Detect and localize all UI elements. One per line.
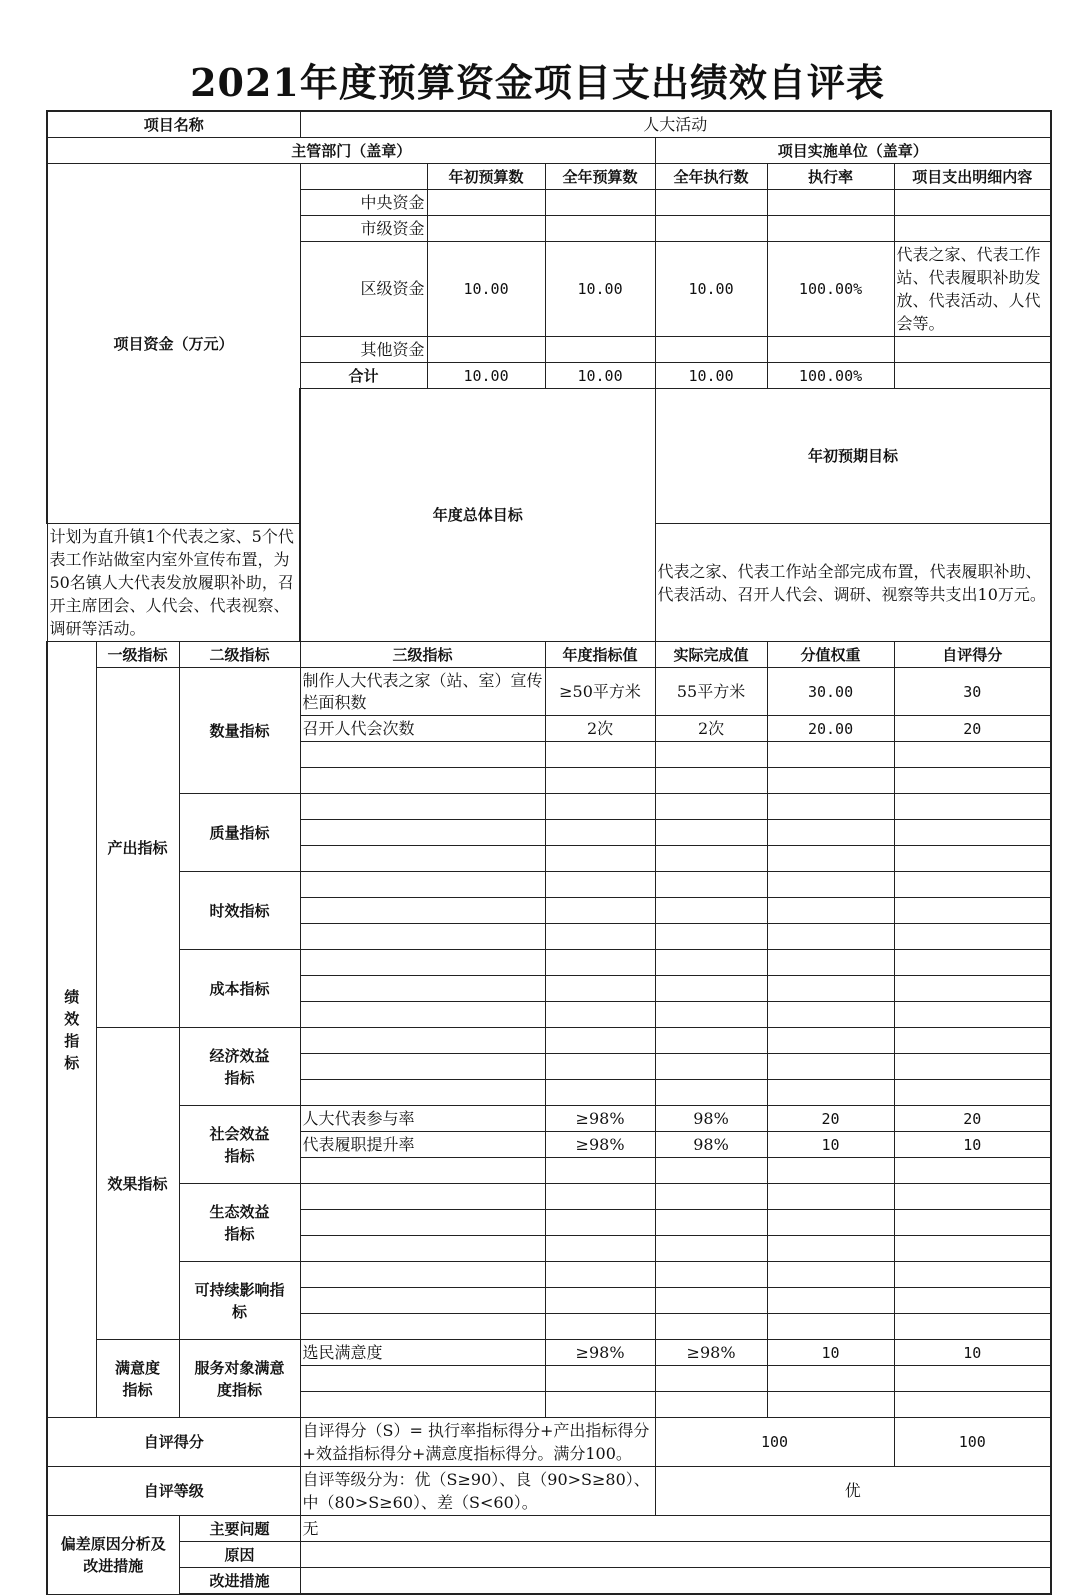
funds-cell: 100.00% [767, 242, 894, 337]
indicator-row-empty [47, 794, 1051, 820]
goal-planned-text: 计划为直升镇1个代表之家、5个代表工作站做室内室外宣传布置，为50名镇人大代表发放履职补助，召开主席团会、人代会、代表视察、调研等活动。 [47, 524, 300, 642]
indicator-weight: 30.00 [767, 668, 894, 716]
indicator-row-empty [47, 1184, 1051, 1210]
indicator-header-l1: 一级指标 [96, 642, 179, 668]
indicator-actual: ≥98% [655, 1340, 767, 1366]
indicator-score: 20 [894, 716, 1051, 742]
funds-cell [767, 190, 894, 216]
indicator-name: 制作人大代表之家（站、室）宣传栏面积数 [300, 668, 545, 716]
self-grade-value: 优 [655, 1467, 1051, 1516]
sustainable-label: 可持续影响指标 [179, 1262, 300, 1340]
self-grade-row [47, 1467, 1051, 1516]
indicator-row-empty [47, 950, 1051, 976]
deviation-measure-row [47, 1568, 1051, 1595]
self-score-formula: 自评得分（S）= 执行率指标得分+产出指标得分+效益指标得分+满意度指标得分。满分100。 [300, 1418, 655, 1467]
indicator-row-empty [47, 872, 1051, 898]
satisfaction-label: 满意度指标 [96, 1340, 179, 1418]
indicator-score: 10 [894, 1340, 1051, 1366]
funds-cell [545, 190, 655, 216]
funds-row-label: 其他资金 [300, 337, 427, 363]
funds-cell [894, 363, 1051, 389]
indicator-actual: 98% [655, 1132, 767, 1158]
funds-cell [894, 337, 1051, 363]
indicator-score: 30 [894, 668, 1051, 716]
indicator-header-actual: 实际完成值 [655, 642, 767, 668]
indicator-header-row [47, 642, 1051, 668]
indicator-row-empty [47, 1262, 1051, 1288]
deviation-problem-label: 主要问题 [179, 1516, 300, 1542]
funds-header-executed: 全年执行数 [655, 164, 767, 190]
indicator-header-score: 自评得分 [894, 642, 1051, 668]
timeliness-label: 时效指标 [179, 872, 300, 950]
self-score-total: 100 [894, 1418, 1051, 1467]
economic-label: 经济效益指标 [179, 1028, 300, 1106]
funds-cell: 10.00 [545, 363, 655, 389]
indicator-row [47, 1106, 1051, 1132]
deviation-label: 偏差原因分析及改进措施 [47, 1516, 179, 1595]
indicator-target: 2次 [545, 716, 655, 742]
page-title: 2021年度预算资金项目支出绩效自评表 [190, 60, 885, 105]
funds-row-label: 区级资金 [300, 242, 427, 337]
funds-header-blank [300, 164, 427, 190]
funds-cell: 10.00 [655, 242, 767, 337]
self-grade-rule: 自评等级分为：优（S≥90）、良（90>S≥80）、中（80>S≥60）、差（S<60）。 [300, 1467, 655, 1516]
ecological-label: 生态效益指标 [179, 1184, 300, 1262]
self-score-weight-total: 100 [655, 1418, 894, 1467]
indicator-section-label: 绩效指标 [47, 642, 96, 1418]
department-row [47, 138, 1051, 164]
indicator-target: ≥98% [545, 1340, 655, 1366]
funds-detail-text: 代表之家、代表工作站、代表履职补助发放、代表活动、人代会等。 [894, 242, 1051, 337]
indicator-name: 人大代表参与率 [300, 1106, 545, 1132]
deviation-measure-label: 改进措施 [179, 1568, 300, 1595]
funds-header-detail: 项目支出明细内容 [894, 164, 1051, 190]
self-score-row [47, 1418, 1051, 1467]
funds-cell [894, 216, 1051, 242]
social-label: 社会效益指标 [179, 1106, 300, 1184]
indicator-target: ≥98% [545, 1106, 655, 1132]
goal-actual-text: 代表之家、代表工作站全部完成布置，代表履职补助、代表活动、召开人代会、调研、视察等共支出10万元。 [655, 524, 1051, 642]
indicator-row [47, 668, 1051, 716]
indicator-weight: 20 [767, 1106, 894, 1132]
project-name-label: 项目名称 [47, 111, 300, 138]
performance-table [46, 110, 1052, 1595]
funds-row-label: 中央资金 [300, 190, 427, 216]
indicator-actual: 98% [655, 1106, 767, 1132]
output-label: 产出指标 [96, 668, 179, 1028]
project-name-value: 人大活动 [300, 111, 1051, 138]
funds-cell [655, 190, 767, 216]
cost-label: 成本指标 [179, 950, 300, 1028]
funds-cell [545, 337, 655, 363]
deviation-measure-value [300, 1568, 1051, 1595]
funds-cell: 10.00 [427, 242, 545, 337]
funds-header-row [47, 164, 1051, 190]
funds-cell [655, 216, 767, 242]
self-score-label: 自评得分 [47, 1418, 300, 1467]
funds-cell [427, 216, 545, 242]
indicator-score: 20 [894, 1106, 1051, 1132]
indicator-score: 10 [894, 1132, 1051, 1158]
indicator-name: 选民满意度 [300, 1340, 545, 1366]
indicator-actual: 2次 [655, 716, 767, 742]
goal-section-label: 年度总体目标 [300, 389, 655, 642]
funds-header-initial: 年初预算数 [427, 164, 545, 190]
indicator-weight: 10 [767, 1340, 894, 1366]
deviation-problem-value: 无 [300, 1516, 1051, 1542]
quality-label: 质量指标 [179, 794, 300, 872]
supervisor-label: 主管部门（盖章） [47, 138, 655, 164]
deviation-reason-row [47, 1542, 1051, 1568]
funds-row-label: 市级资金 [300, 216, 427, 242]
indicator-header-l2: 二级指标 [179, 642, 300, 668]
indicator-weight: 10 [767, 1132, 894, 1158]
deviation-problem-row [47, 1516, 1051, 1542]
indicator-target: ≥98% [545, 1132, 655, 1158]
funds-cell [545, 216, 655, 242]
funds-cell [427, 337, 545, 363]
indicator-actual: 55平方米 [655, 668, 767, 716]
quantity-label: 数量指标 [179, 668, 300, 794]
funds-cell [767, 216, 894, 242]
indicator-header-target: 年度指标值 [545, 642, 655, 668]
indicator-header-weight: 分值权重 [767, 642, 894, 668]
deviation-reason-label: 原因 [179, 1542, 300, 1568]
funds-header-rate: 执行率 [767, 164, 894, 190]
funds-cell [894, 190, 1051, 216]
funds-cell: 10.00 [427, 363, 545, 389]
indicator-row [47, 1340, 1051, 1366]
service-label: 服务对象满意度指标 [179, 1340, 300, 1418]
indicator-row-empty [47, 1028, 1051, 1054]
funds-section-label: 项目资金（万元） [47, 164, 300, 524]
indicator-header-l3: 三级指标 [300, 642, 545, 668]
funds-cell: 100.00% [767, 363, 894, 389]
funds-cell [767, 337, 894, 363]
deviation-reason-value [300, 1542, 1051, 1568]
self-grade-label: 自评等级 [47, 1467, 300, 1516]
effect-label: 效果指标 [96, 1028, 179, 1340]
indicator-name: 代表履职提升率 [300, 1132, 545, 1158]
indicator-weight: 20.00 [767, 716, 894, 742]
implementer-label: 项目实施单位（盖章） [655, 138, 1051, 164]
goal-planned-label: 年初预期目标 [655, 389, 1051, 524]
indicator-target: ≥50平方米 [545, 668, 655, 716]
funds-cell [655, 337, 767, 363]
funds-cell: 10.00 [655, 363, 767, 389]
funds-total-label: 合计 [300, 363, 427, 389]
indicator-name: 召开人代会次数 [300, 716, 545, 742]
project-name-row [47, 111, 1051, 138]
funds-header-annual: 全年预算数 [545, 164, 655, 190]
funds-cell [427, 190, 545, 216]
funds-cell: 10.00 [545, 242, 655, 337]
